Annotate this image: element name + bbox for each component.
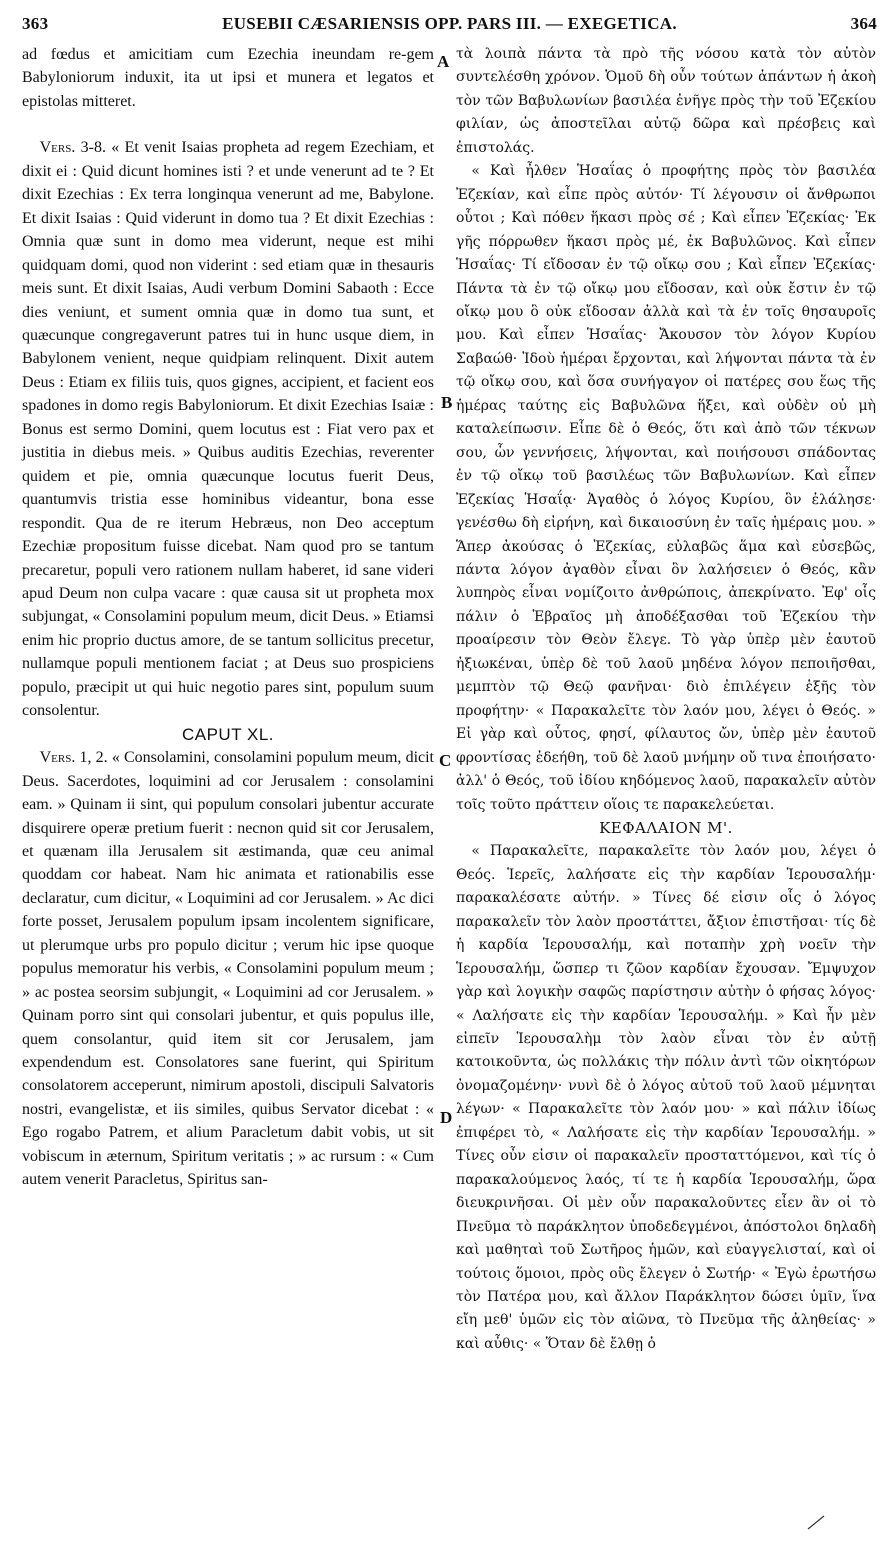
margin-marker-a: A [437,52,450,71]
page-number-right: 364 [850,14,877,33]
verse-label: Vers. 3-8. [39,139,106,157]
running-title: EUSEBII CÆSARIENSIS OPP. PARS III. — EXEGETICA. [222,14,677,33]
page-number-left: 363 [22,14,49,33]
latin-column [22,43,434,1192]
latin-paragraph [22,136,434,722]
stray-pen-mark [806,1512,826,1532]
running-header [22,14,877,40]
chapter-heading-greek: ΚΕΦΑΛΑΙΟΝ Μ'. [599,818,733,837]
latin-paragraph: ad fœdus et amicitiam cum Ezechia ineundam re-gem Babyloniorum induxit, ita ut ipsi et munera et legatos et epistolas mitteret. [22,46,434,110]
greek-paragraph: « Παρακαλεῖτε, παρακαλεῖτε τὸν λαόν μου, λέγει ὁ Θεός. Ἱερεῖς, λαλήσατε εἰς τὴν καρδίαν Ἱερουσαλήμ· παρακαλέσατε αὐτήν. » Τίνες δέ εἰσιν οἷς ὁ λόγος παρακαλεῖν τὸν λαὸν προστάττει, ἄξιον ἐπιστῆσαι· τίς δὲ ἡ καρδία Ἱερουσαλήμ, καὶ ποταπὴν χρὴ νοεῖν τὴν Ἱερουσαλήμ, ὥσπερ τι ζῶον καρδίαν ἔχουσαν. Ἔμψυχον γὰρ καὶ λογικὴν σαφῶς παρίστησιν αὐτὴν ὁ φήσας λόγος· « Λαλήσατε εἰς τὴν καρδίαν Ἱερουσαλήμ. » Καὶ ἦν μὲν εἰπεῖν Ἱερουσαλὴμ τὸν λαὸν εἶναι τὸν ἐν αὐτῇ κατοικοῦντα, ὡς πολλάκις τὴν πόλιν ἀντὶ τῶν οἰκητόρων ὀνομαζομένην· νυνὶ δὲ ὁ λόγος αὐτοῦ τοῦ λαοῦ μέμνηται λέγων· « Παρακαλεῖτε τὸν λαόν μου· » καὶ πάλιν ἰδίως ἐπιφέρει τὸ, « Λαλήσατε εἰς τὴν καρδίαν Ἱερουσαλήμ. » Τίνες οὖν εἰσιν οἱ παρακαλεῖν προσταττόμενοι, καὶ τίς ὁ παρακαλούμενος λαός, τί τε ἡ καρδία Ἱερουσαλήμ, ὥρα διευκρινῆσαι. Οἱ μὲν οὖν παρακαλοῦντες εἶεν ἂν οἱ τὸ Πνεῦμα τὸ παράκλητον ὑποδεδεγμένοι, ἀπόστολοι δηλαδὴ καὶ μαθηταὶ τοῦ Σωτῆρος ἡμῶν, καὶ εὐαγγελισταί, καὶ οἱ τούτοις ὅμοιοι, πρὸς οὓς ἔλεγεν ὁ Σωτήρ· « Ἐγὼ ἐρωτήσω τὸν Πατέρα μου, καὶ ἄλλον Παράκλητον δώσει ὑμῖν, ἵνα εἴη μεθ' ὑμῶν εἰς τὸν αἰῶνα, τὸ Πνεῦμα τῆς ἀληθείας· » καὶ αὖθις· « Ὅταν δὲ ἔλθῃ ὁ [456,843,876,1352]
margin-marker-d: D [440,1108,453,1127]
chapter-heading-latin: CAPUT XL. [181,724,275,744]
greek-paragraph: τὰ λοιπὰ πάντα τὰ πρὸ τῆς νόσου κατὰ τὸν αὐτὸν συντελέσθη χρόνον. Ὁμοῦ δὴ οὖν τούτων ἁπάντων ἡ ἀκοὴ τὸν τῶν Βαβυλωνίων βασιλέα ἐνῆγε πρὸς τὴν τοῦ Ἐζεκίου φιλίαν, ὡς ἀποστεῖλαι αὐτῷ δῶρα καὶ πρέσβεις καὶ ἐπιστολάς. [456,46,876,156]
verse-label: Vers. 1, 2. [39,749,108,767]
latin-text: « Et venit Isaias propheta ad regem Ezechiam, et dixit ei : Quid dicunt homines isti ? et unde venerunt ad te ? Et dixit Ezechias : Ex terra longinqua venerunt ad me, Babylone. Et dixit Isaias : Quid viderunt in domo tua ? Et dixit Ezechias : Omnia quæ sunt in domo mea viderunt, neque est mihi quidquam domi, quod non viderint : sed etiam quæ in thesauris meis sunt. Et dixit Isaias, Audi verbum Domini Sabaoth : Ecce dies veniunt, et sument omnia quæ in domo tua sunt, et quæcunque congregaverunt patres tui in hunc usque diem, in Babylonem venient, neque quidpiam relinquent. Dixit autem Deus : Etiam ex filiis tuis, quos gignes, accipient, et facient eos spadones in domo regis Babyloniorum. Et dixit Ezechias Isaiæ : Bonus est sermo Domini, quem locutus est : Fiat vero pax et justitia in diebus meis. » Quibus auditis Ezechias, reverenter quidem et pie, omnia quæcunque locutus fuerit Deus, quantumvis tristia esse hominibus videantur, bona esse respondit. Qua de re iterum Hebræus, non Deo acceptum Ezechiæ propositum fuisse dicebat. Nam quod pro se tantum precaretur, populi vero rationem nullam haberet, id sane videri apud Deum non culpa vacare : quæ causa sit ut propheta mox subjungat, « Consolamini populum meum, dicit Deus. » Etiamsi enim hic proprio ductus amore, de se tantum sollicitus precetur, nullamque populi mentionem faciat ; at Deus suo prospiciens populo, præcipit ut qui huic negotio pares sint, populum suum consolentur. [22,139,435,720]
latin-paragraph [22,746,434,1192]
greek-column [456,43,876,1356]
greek-paragraph: « Καὶ ἦλθεν Ἡσαΐας ὁ προφήτης πρὸς τὸν βασιλέα Ἐζεκίαν, καὶ εἶπε πρὸς αὐτόν· Τί λέγουσιν οἱ ἄνθρωποι οὗτοι ; Καὶ πόθεν ἥκασι πρὸς σέ ; Καὶ εἶπεν Ἐζεκίας· Ἐκ γῆς πόρρωθεν ἥκασι πρὸς μέ, ἐκ Βαβυλῶνος. Καὶ εἶπεν Ἡσαΐας· Τί εἴδοσαν ἐν τῷ οἴκῳ σου ; Καὶ εἶπεν Ἐζεκίας· Πάντα τὰ ἐν τῷ οἴκῳ μου εἴδοσαν, καὶ οὐκ ἔστιν ἐν τῷ οἴκῳ μου ὃ οὐκ εἴδοσαν ἀλλὰ καὶ τὰ ἐν τοῖς θησαυροῖς μου. Καὶ εἶπεν Ἡσαΐας· Ἄκουσον τὸν λόγον Κυρίου Σαβαώθ· Ἰδοὺ ἡμέραι ἔρχονται, καὶ λήψονται πάντα τὰ ἐν τῷ οἴκῳ σου, καὶ ὅσα συνήγαγον οἱ πατέρες σου ἕως τῆς ἡμέρας ταύτης εἰς Βαβυλῶνα ἥξει, καὶ οὐδὲν οὐ μὴ καταλείπωσιν. Εἶπε δὲ ὁ Θεός, ὅτι καὶ ἀπὸ τῶν τέκνων σου, ὧν γεννήσεις, λήψονται, καὶ ποιήσουσι σπάδοντας ἐν τῷ οἴκῳ τοῦ βασιλέως τῶν Βαβυλωνίων. Καὶ εἶπεν Ἐζεκίας Ἡσαΐᾳ· Ἀγαθὸς ὁ λόγος Κυρίου, ὃν ἐλάλησε· γενέσθω δὴ εἰρήνη, καὶ δικαιοσύνη ἐν ταῖς ἡμέραις μου. » Ἅπερ ἀκούσας ὁ Ἐζεκίας, εὐλαβῶς ἅμα καὶ εὐσεβῶς, πάντα λόγον ἀγαθὸν εἶναι ὃν λαλήσειεν ὁ Θεός, κἂν λυπηρὸς εἶναι νομίζοιτο ἀνθρώποις, ἀπεκρίνατο. Ἐφ' οἷς πάλιν ὁ Ἑβραῖος μὴ ἀποδέξασθαι τοῦ Ἐζεκίου τὴν προαίρεσιν τὸν Θεὸν ἔλεγε. Τὸ γὰρ ὑπὲρ μὲν ἑαυτοῦ ἠξιωκέναι, ὑπὲρ δὲ τοῦ λαοῦ μηδένα λόγον πεποιῆσθαι, μεμπτὸν τῷ Θεῷ φανῆναι· διὸ ἐπιλέγειν ἑξῆς τὸν προφήτην· « Παρακαλεῖτε τὸν λαόν μου, λέγει ὁ Θεός. » Εἰ γὰρ καὶ οὗτος, φησί, φίλαυτος ὤν, ὑπὲρ μὲν ἑαυτοῦ φροντίσας ἐδεήθη, τοῦ δὲ λαοῦ μνήμην οὔ τινα ἐποιήσατο· ἀλλ' ὁ Θεός, τοῦ ἰδίου κηδόμενος λαοῦ, παρακαλεῖν αὐτὸν τοῖς τοῦτο πράττειν οἵοις τε παρακελεύεται. [456,163,876,813]
margin-marker-b: B [441,393,453,412]
latin-text: « Consolamini, consolamini populum meum, dicit Deus. Sacerdotes, loquimini ad cor Jerusalem : consolamini eam. » Quinam ii sint, qui populum consolari jubentur accurate disquirere operæ pretium fuerit : necnon quid sit cor Jerusalem, et quænam illa Jerusalem sit æstimanda, quæ ceu animal quoddam cor habeat. Nam hic animata et rationabilis esse declaratur, cum dicitur, « Loquimini ad cor Jerusalem. » Ac dici forte posset, Jerusalem populum ipsam incolentem significare, ut plerumque urbs pro populo dicitur ; verum hic ipse quoque populus memoratur his verbis, « Consolamini populum meum ; » ac postea seorsim subjungit, « Loquimini ad cor Jerusalem. » Quinam porro sint qui consolari jubentur, et quis populus ille, quem consolantur, quid item sit cor Jerusalem, jam expendendum est. Consolatores sane fuerint, qui Spiritum consolatorem acceperunt, nimirum apostoli, discipuli Salvatoris nostri, evangelistæ, et iis similes, quibus Servator dicebat : « Ego rogabo Patrem, et alium Paracletum dabit vobis, ut sit vobiscum in æternum, Spiritum veritatis ; » ac rursum : « Cum autem venerit Paracletus, Spiritus san- [22,749,435,1189]
margin-marker-c: C [439,751,452,770]
